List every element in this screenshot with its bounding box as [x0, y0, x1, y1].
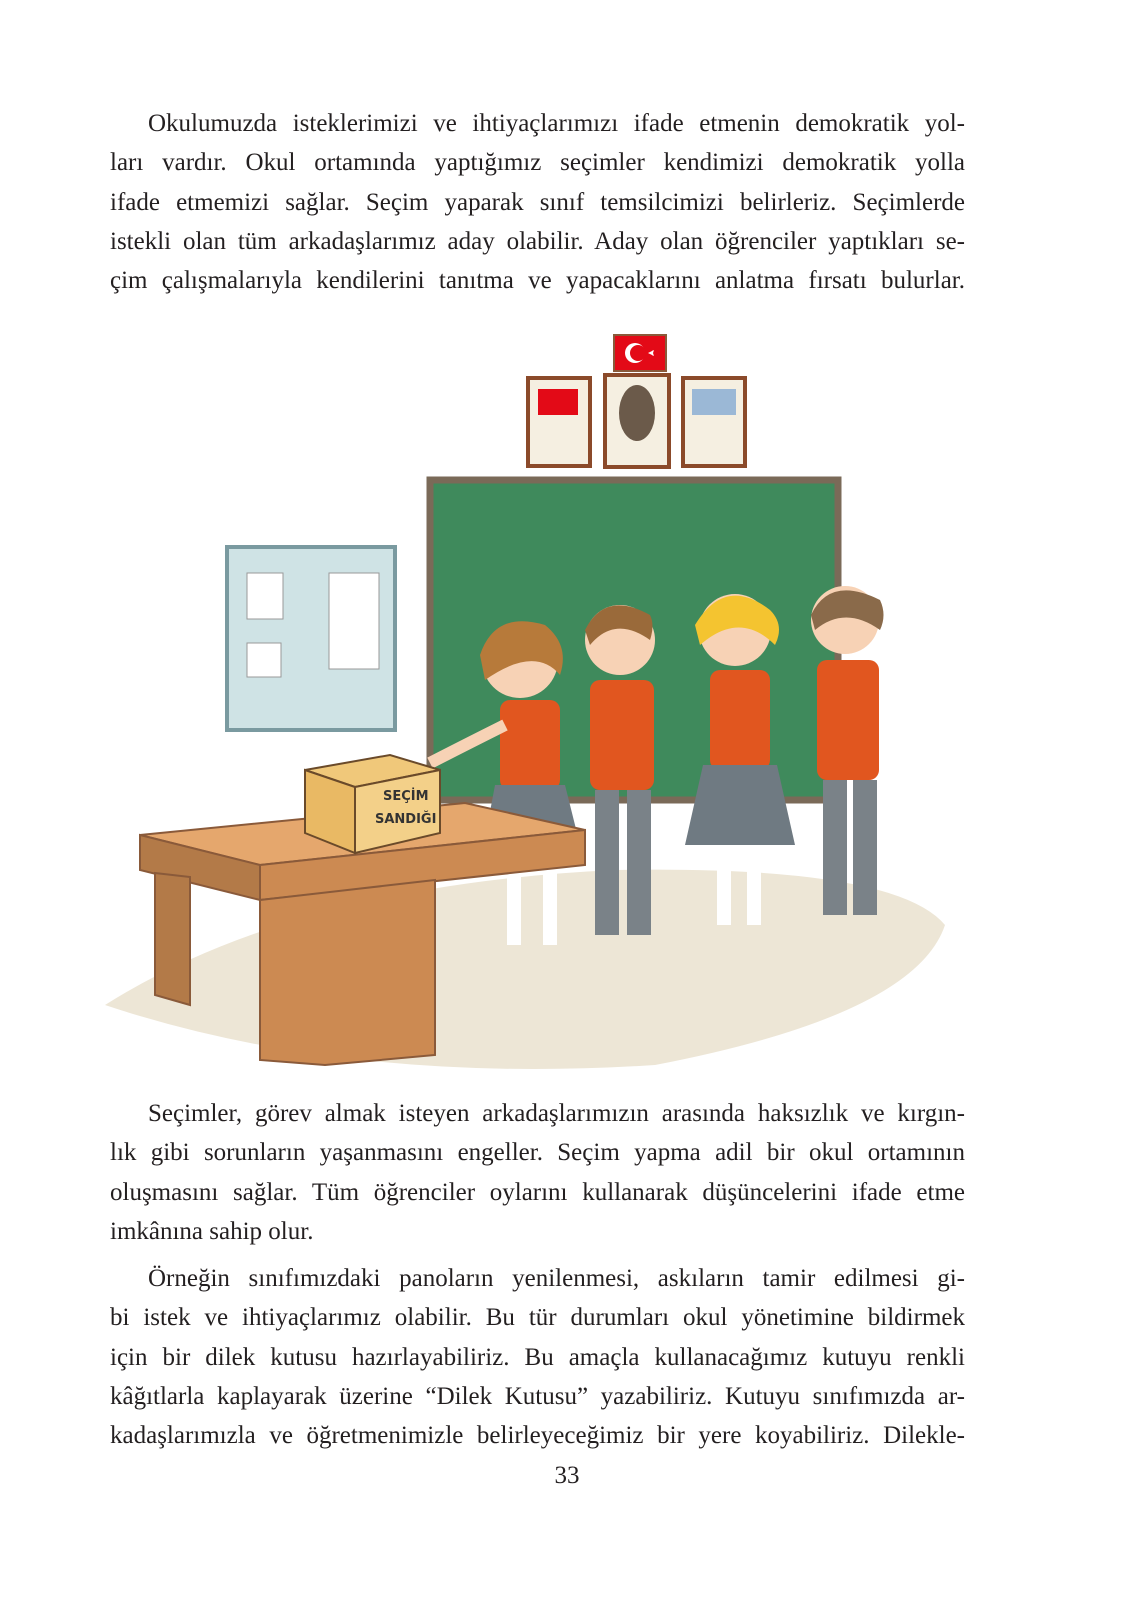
paragraph-elections — [110, 1094, 965, 1251]
classroom-election-illustration — [95, 325, 955, 1085]
text-line: ifade etmemizi sağlar. Seçim yaparak sınıf temsilcimizi belirleriz. Seçimlerde — [110, 188, 965, 216]
ballot-box — [305, 755, 440, 853]
ballot-box-label: SANDIĞI — [375, 812, 437, 827]
text-line: ları vardır. Okul ortamında yaptığımız seçimler kendimizi demokratik yolla — [110, 149, 965, 177]
text-line: Okulumuzda isteklerimizi ve ihtiyaçlarımızı ifade etmenin demokratik yol- — [148, 110, 965, 137]
text-line: Seçimler, görev almak isteyen arkadaşlarımızın arasında haksızlık ve kırgın- — [148, 1100, 965, 1127]
text-line: kadaşlarımızla ve öğretmenimizle belirleyeceğimiz bir yere koyabiliriz. Dilekle- — [110, 1422, 965, 1450]
student-boy-2 — [811, 586, 884, 915]
page-number: 33 — [554, 1462, 580, 1489]
text-line: istekli olan tüm arkadaşlarımız aday olabilir. Aday olan öğrenciler yaptıkları se- — [110, 227, 965, 255]
text-line: lık gibi sorunların yaşanmasını engeller. Seçim yapma adil bir okul ortamının — [110, 1139, 965, 1167]
paragraph-intro — [110, 104, 965, 300]
text-line: oluşmasını sağlar. Tüm öğrenciler oylarını kullanarak düşüncelerini ifade etme — [110, 1178, 965, 1206]
text-line: imkânına sahip olur. — [110, 1217, 314, 1245]
ballot-box-label: SEÇİM — [383, 789, 429, 804]
text-line: çim çalışmalarıyla kendilerini tanıtma ve yapacaklarını anlatma fırsatı bulurlar. — [110, 267, 965, 295]
text-line: için bir dilek kutusu hazırlayabiliriz. Bu amaçla kullanacağımız kutuyu renkli — [110, 1343, 965, 1371]
turkish-flag — [614, 335, 666, 371]
text-line: bi istek ve ihtiyaçlarımız olabilir. Bu tür durumları okul yönetimine bildirmek — [110, 1304, 965, 1332]
floor-shadow — [105, 870, 945, 1069]
paragraph-wish-box — [110, 1259, 965, 1455]
notice-board — [227, 547, 395, 730]
text-line: kâğıtlarla kaplayarak üzerine “Dilek Kutusu” yazabiliriz. Kutuyu sınıfımızda ar- — [110, 1382, 965, 1410]
text-line: Örneğin sınıfımızdaki panoların yenilenmesi, askıların tamir edilmesi gi- — [148, 1265, 965, 1292]
wall-frames — [528, 375, 745, 467]
